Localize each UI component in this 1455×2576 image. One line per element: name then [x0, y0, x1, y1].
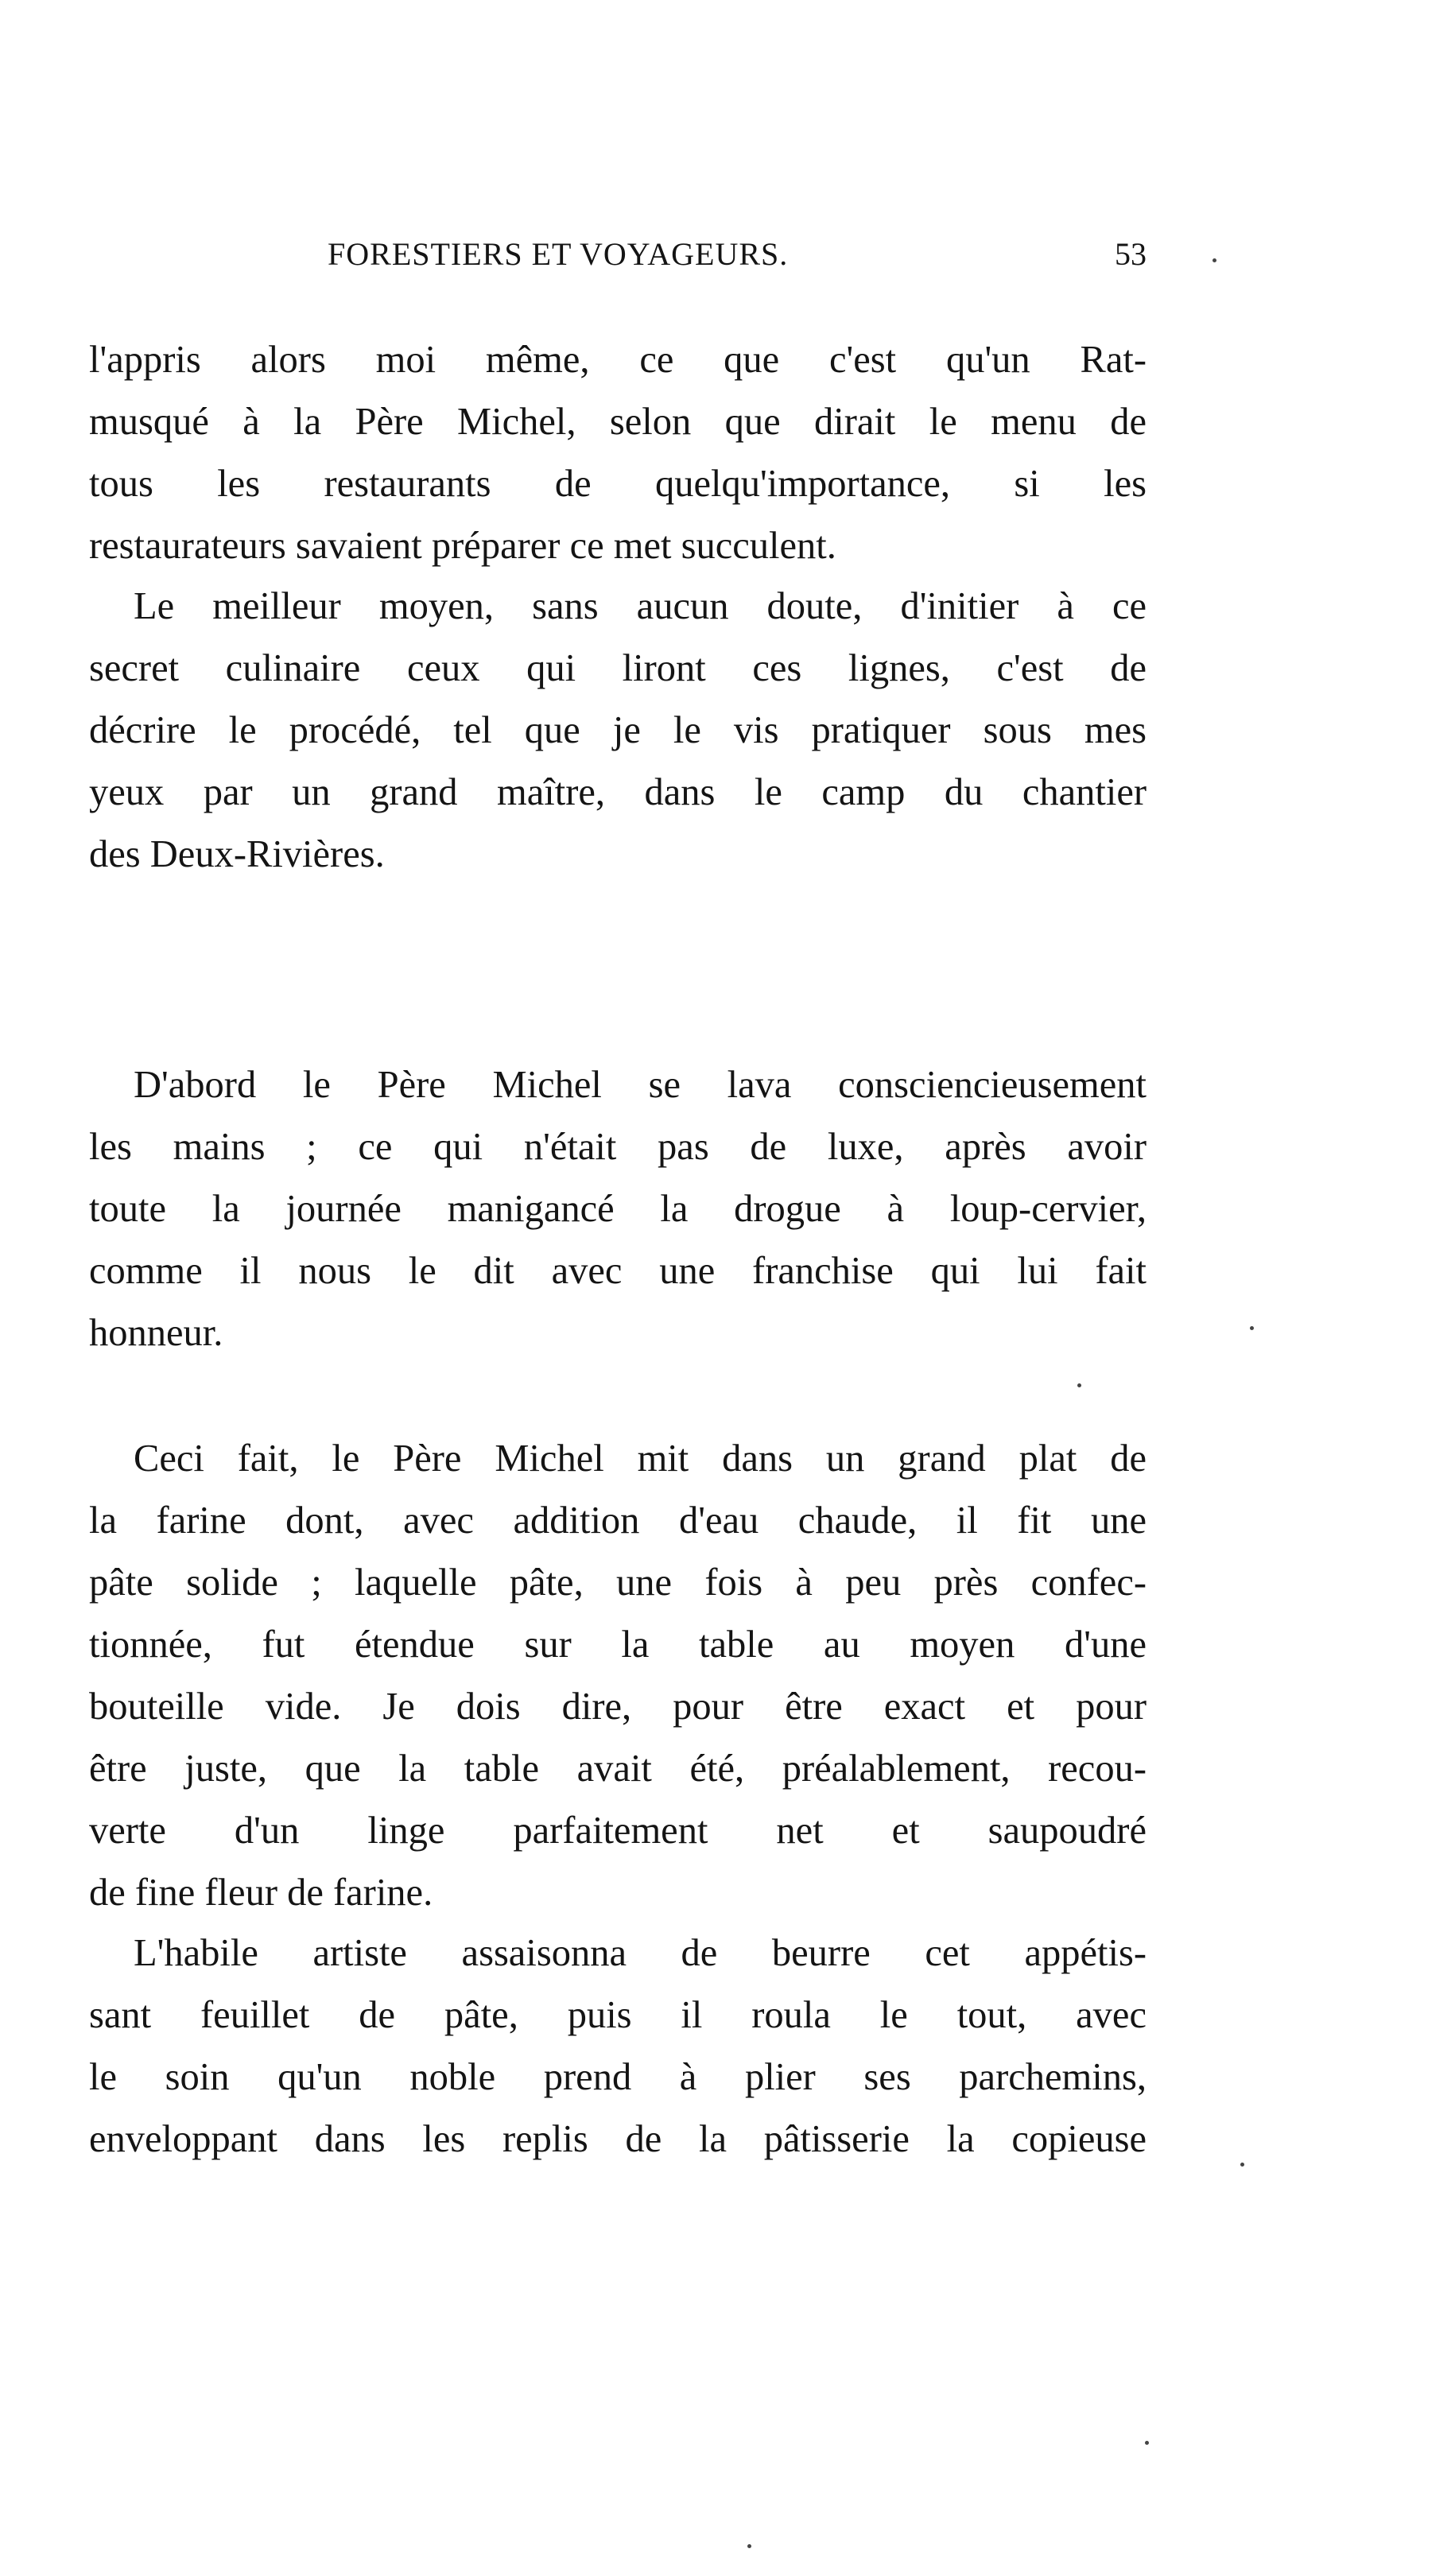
- running-head: [89, 235, 1147, 283]
- text-line: des Deux-Rivières.: [89, 833, 385, 875]
- text-line: yeux par un grand maître, dans le camp du chantier: [89, 771, 1147, 813]
- scan-speck: [1145, 2441, 1149, 2445]
- text-line: pâte solide ; laquelle pâte, une fois à peu près confec-: [89, 1562, 1147, 1604]
- text-line: tionnée, fut étendue sur la table au moyen d'une: [89, 1624, 1147, 1666]
- text-line: D'abord le Père Michel se lava consciencieusement: [134, 1064, 1147, 1106]
- page-number: 53: [1115, 236, 1147, 272]
- scan-speck: [1212, 258, 1216, 262]
- scan-speck: [1250, 1326, 1254, 1330]
- text-line: les mains ; ce qui n'était pas de luxe, après avoir: [89, 1126, 1147, 1168]
- text-line: l'appris alors moi même, ce que c'est qu'un Rat-: [89, 339, 1147, 381]
- text-line: le soin qu'un noble prend à plier ses parchemins,: [89, 2056, 1147, 2098]
- text-line: de fine fleur de farine.: [89, 1872, 433, 1914]
- text-line: verte d'un linge parfaitement net et saupoudré: [89, 1810, 1147, 1852]
- text-line: être juste, que la table avait été, préalablement, recou-: [89, 1748, 1147, 1790]
- text-line: sant feuillet de pâte, puis il roula le tout, avec: [89, 1994, 1147, 2036]
- text-line: toute la journée manigancé la drogue à loup-cervier,: [89, 1188, 1147, 1230]
- text-line: enveloppant dans les replis de la pâtisserie la copieuse: [89, 2118, 1147, 2160]
- text-line: secret culinaire ceux qui liront ces lignes, c'est de: [89, 647, 1147, 689]
- text-line: tous les restaurants de quelqu'importance, si les: [89, 463, 1147, 505]
- text-line: Ceci fait, le Père Michel mit dans un grand plat de: [134, 1437, 1147, 1480]
- text-line: musqué à la Père Michel, selon que dirait le menu de: [89, 401, 1147, 443]
- text-line: comme il nous le dit avec une franchise qui lui fait: [89, 1250, 1147, 1292]
- scan-speck: [1077, 1383, 1081, 1387]
- text-line: bouteille vide. Je dois dire, pour être exact et pour: [89, 1686, 1147, 1728]
- scan-speck: [1240, 2163, 1244, 2167]
- text-line: la farine dont, avec addition d'eau chaude, il fit une: [89, 1499, 1147, 1542]
- text-line: restaurateurs savaient préparer ce met succulent.: [89, 525, 836, 567]
- running-title: FORESTIERS ET VOYAGEURS.: [328, 236, 789, 272]
- text-line: Le meilleur moyen, sans aucun doute, d'initier à ce: [134, 585, 1147, 627]
- text-line: honneur.: [89, 1312, 223, 1354]
- scan-speck: [747, 2544, 751, 2548]
- text-line: décrire le procédé, tel que je le vis pratiquer sous mes: [89, 709, 1147, 751]
- text-line: L'habile artiste assaisonna de beurre cet appétis-: [134, 1932, 1147, 1974]
